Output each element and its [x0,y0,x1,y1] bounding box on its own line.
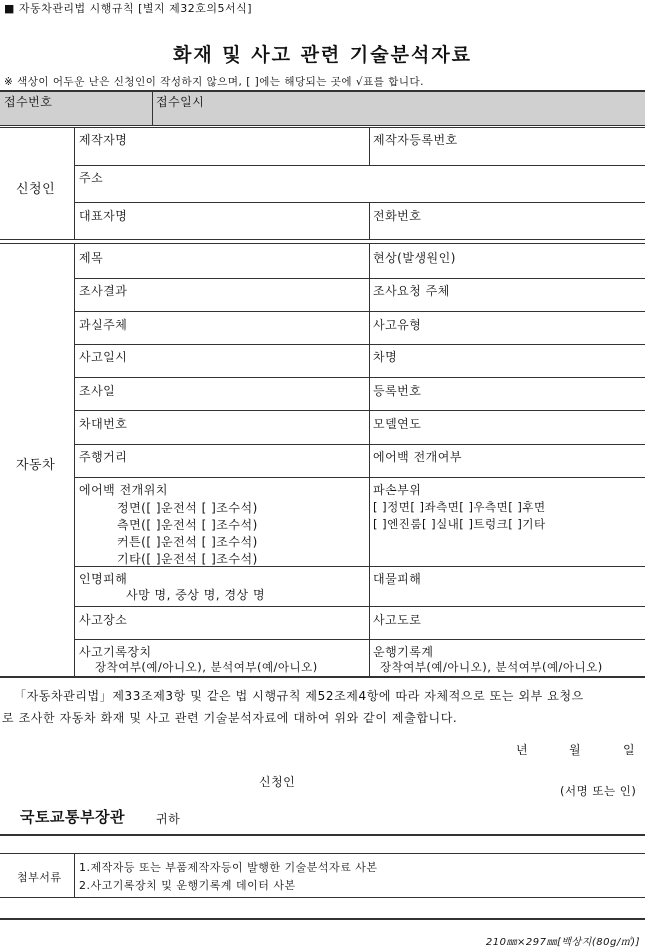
representative-label: 대표자명 [79,209,128,223]
receipt-number-label: 접수번호 [4,95,53,109]
divider [369,127,370,165]
address-label: 주소 [79,171,104,185]
divider [74,243,75,676]
rule [0,243,645,244]
survey-requester-label: 조사요청 주체 [373,284,450,298]
attachments-label: 첨부서류 [17,871,62,884]
form-note: ※ 색상이 어두운 난은 신청인이 작성하지 않으며, [ ]에는 해당되는 곳에 √표를 합니다. [4,76,424,88]
date-month: 월 [569,743,582,757]
subject-label: 제목 [79,251,104,265]
edr-label: 사고기록장치 [79,645,152,659]
rule [74,606,645,607]
rule [74,344,645,345]
rule [74,410,645,411]
rule [0,125,645,126]
divider [369,243,370,676]
divider [74,853,75,897]
rule [0,918,645,920]
phone-label: 전화번호 [373,209,422,223]
applicant-section-label: 신청인 [16,182,56,197]
tachograph-detail: 장착여부(예/아니오), 분석여부(예/아니오) [380,660,603,674]
receipt-section [0,92,645,125]
signature-note: (서명 또는 인) [560,784,637,798]
divider [152,92,153,125]
airbag-front-row: 정면([ ]운전석 [ ]조수석) [117,501,258,515]
form-title: 화재 및 사고 관련 기술분석자료 [172,44,473,66]
accident-type-label: 사고유형 [373,318,422,332]
divider [369,202,370,239]
airbag-deploy-label: 에어백 전개여부 [373,450,462,464]
model-year-label: 모델연도 [373,417,422,431]
rule [0,239,645,240]
rule [74,165,645,166]
legal-reference: ■ 자동차관리법 시행규칙 [별지 제32호의5서식] [4,2,253,15]
registration-number-label: 등록번호 [373,384,422,398]
airbag-other-row: 기타([ ]운전석 [ ]조수석) [117,552,258,566]
rule [0,853,645,854]
casualties-detail: 사망 명, 중상 명, 경상 명 [126,588,266,602]
casualties-label: 인명피해 [79,572,128,586]
fault-party-label: 과실주체 [79,318,128,332]
rule [0,897,645,898]
rule [74,639,645,640]
damage-area-label: 파손부위 [373,483,422,497]
airbag-side-row: 측면([ ]운전석 [ ]조수석) [117,518,258,532]
property-damage-label: 대물피해 [373,572,422,586]
airbag-position-label: 에어백 전개위치 [79,483,168,497]
rule [74,566,645,567]
vin-label: 차대번호 [79,417,128,431]
declaration-line-1: 「자동차관리법」제33조제3항 및 같은 법 시행규칙 제52조제4항에 따라 자체적으로 또는 외부 요청으 [14,689,584,703]
rule [74,311,645,312]
rule [74,377,645,378]
recipient-name: 국토교통부장관 [20,808,125,826]
vehicle-model-label: 차명 [373,350,398,364]
accident-road-label: 사고도로 [373,613,422,627]
rule [74,278,645,279]
symptom-label: 현상(발생원인) [373,251,456,265]
survey-date-label: 조사일 [79,384,116,398]
airbag-curtain-row: 커튼([ ]운전석 [ ]조수석) [117,535,258,549]
attachment-item-1: 1.제작자등 또는 부품제작자등이 발행한 기술분석자료 사본 [79,861,378,874]
applicant-signer-label: 신청인 [259,775,296,789]
accident-place-label: 사고장소 [79,613,128,627]
edr-detail: 장착여부(예/아니오), 분석여부(예/아니오) [95,660,318,674]
rule [74,477,645,478]
receipt-date-label: 접수일시 [156,95,205,109]
maker-registration-label: 제작자등록번호 [373,133,458,147]
attachment-item-2: 2.사고기록장치 및 운행기록계 데이터 사본 [79,879,296,892]
accident-datetime-label: 사고일시 [79,350,128,364]
rule [74,202,645,203]
damage-row-1: [ ]정면[ ]좌측면[ ]우측면[ ]후면 [373,500,546,514]
tachograph-label: 운행기록계 [373,645,434,659]
rule [0,676,645,678]
divider [74,127,75,239]
paper-spec: 210㎜×297㎜[백상지(80g/㎡)] [485,937,640,948]
mileage-label: 주행거리 [79,450,128,464]
date-day: 일 [623,743,636,757]
vehicle-section-label: 자동차 [16,458,56,473]
date-year: 년 [516,743,529,757]
rule [0,127,645,128]
declaration-line-2: 로 조사한 자동차 화재 및 사고 관련 기술분석자료에 대하여 위와 같이 제출합니다. [2,711,458,725]
damage-row-2: [ ]엔진룸[ ]실내[ ]트렁크[ ]기타 [373,517,546,531]
recipient-honorific: 귀하 [156,812,181,826]
rule [0,834,645,836]
rule [74,444,645,445]
maker-name-label: 제작자명 [79,133,128,147]
survey-result-label: 조사결과 [79,284,128,298]
